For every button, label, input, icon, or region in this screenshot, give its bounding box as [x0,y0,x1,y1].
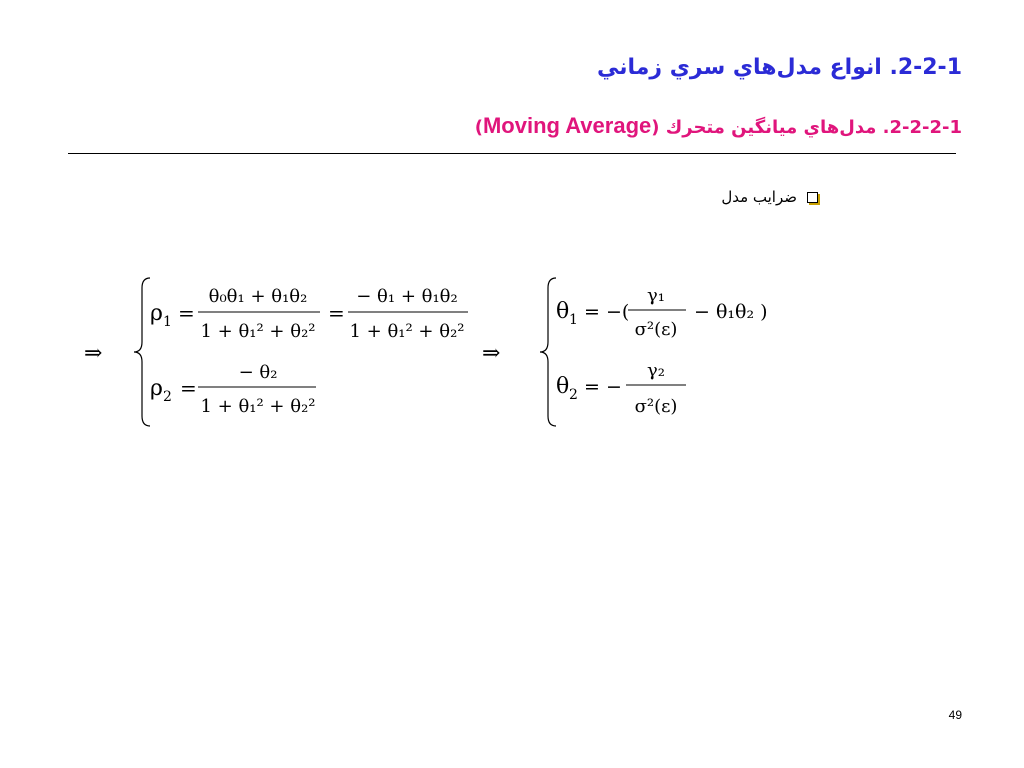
theta2-symbol: θ [556,374,570,399]
subtitle-latin: Moving Average [482,113,652,138]
frac2-denominator: 1 + θ₁² + θ₂² [349,321,465,342]
subtitle-prefix: 2-2-2-1. مدل‌هاي ميانگين متحرك ( [651,117,962,138]
frac3-denominator: 1 + θ₁² + θ₂² [200,396,316,417]
eq-sign-2: = [328,301,345,325]
implies-arrow-left: ⇒ [84,341,103,366]
eq-sign-1: = [178,301,195,325]
sigma1-denominator: σ²(ε) [634,319,678,340]
rho2-subscript: 2 [163,389,172,405]
theta2-equals: = − [584,376,622,398]
frac1-numerator: θ₀θ₁ + θ₁θ₂ [208,286,308,307]
theta1-symbol: θ [556,299,570,324]
subtitle-suffix: ) [474,117,483,138]
sigma2-denominator: σ²(ε) [634,396,678,417]
gamma1-numerator: γ₁ [647,285,665,306]
page-number: 49 [948,708,962,722]
gamma2-numerator: γ₂ [647,360,665,381]
eq-sign-3: = [180,376,197,400]
rho2-symbol: ρ [150,376,163,401]
right-brace [540,278,556,426]
theta1-equals: = −( [584,301,630,323]
implies-arrow-right: ⇒ [482,341,501,366]
theta2-subscript: 2 [569,387,578,403]
frac3-numerator: − θ₂ [238,362,278,383]
slide-title: 2-2-1. انواع مدل‌هاي سري زماني [597,55,962,80]
theta1-subscript: 1 [569,312,578,328]
bullet-text: ضرايب مدل [721,188,797,206]
theta1-tail: − θ₁θ₂ ) [694,301,768,323]
left-brace [134,278,150,426]
frac1-denominator: 1 + θ₁² + θ₂² [200,321,316,342]
frac2-numerator: − θ₁ + θ₁θ₂ [356,286,458,307]
rho1-subscript: 1 [163,314,172,330]
rho1-symbol: ρ [150,301,163,326]
